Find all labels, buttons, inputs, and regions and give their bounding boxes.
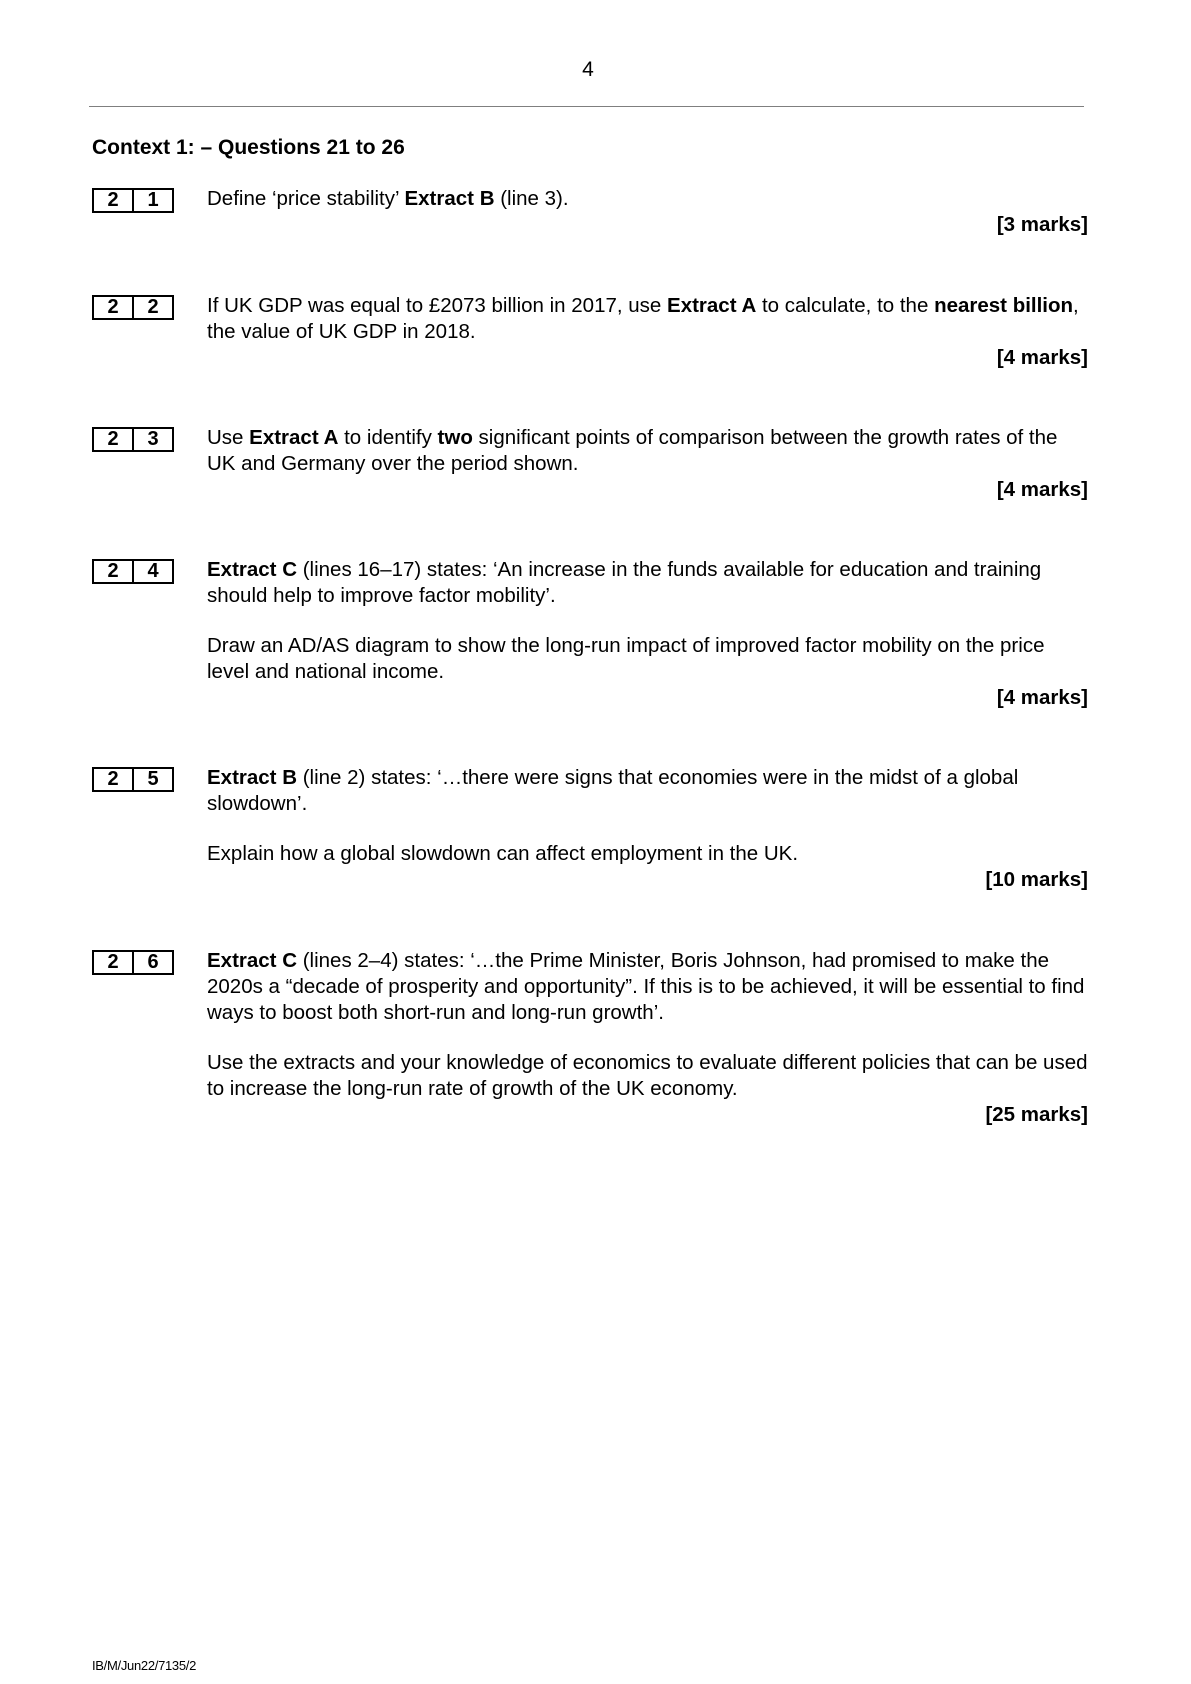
question-paragraph — [207, 293, 1088, 345]
question-paragraph — [207, 841, 1088, 867]
text-run: If UK GDP was equal to £2073 billion in 2017, use — [207, 294, 668, 317]
marks-label: [3 marks] — [996, 213, 1088, 236]
question-body — [207, 765, 1088, 893]
bold-text: two — [437, 426, 473, 449]
question-body — [207, 948, 1088, 1128]
text-run: Use the extracts and your knowledge of economics to evaluate different policies that can be used to increase the long-run rate of growth of the UK economy. — [207, 1051, 1088, 1100]
page-number: 4 — [582, 58, 594, 81]
bold-text: Extract C — [207, 949, 298, 972]
marks-label: [25 marks] — [985, 1103, 1088, 1126]
question-body — [207, 186, 1088, 238]
question-body — [207, 293, 1088, 371]
context-heading: Context 1: – Questions 21 to 26 — [92, 136, 405, 159]
question-paragraph — [207, 948, 1088, 1026]
footer-code: IB/M/Jun22/7135/2 — [92, 1658, 197, 1673]
question-paragraph — [207, 557, 1088, 609]
bold-text: nearest billion — [934, 294, 1074, 317]
question-number-digit: 2 — [107, 189, 119, 211]
question-number-digit: 6 — [132, 952, 172, 973]
question-number-box — [92, 559, 174, 584]
question-number-digit: 2 — [107, 296, 119, 318]
text-run: (lines 2–4) states: ‘…the Prime Minister, Boris Johnson, had promised to make the 2020s a “decade of prosperity and opportunity”. If this is to be achieved, it will be essential to find ways to boost both short-run and long-run growth’. — [207, 949, 1085, 1024]
question-paragraph — [207, 1050, 1088, 1102]
text-run: Define ‘price stability’ — [207, 187, 405, 210]
text-run: (line 3). — [494, 187, 569, 210]
question-text — [207, 948, 1088, 1102]
question-text — [207, 557, 1088, 685]
question-number-digit: 5 — [132, 769, 172, 790]
text-run: Use — [207, 426, 250, 449]
text-run: significant points of comparison between the growth rates of the UK and Germany over the period shown. — [207, 426, 1058, 475]
question-text — [207, 186, 1088, 212]
question-number-digit: 2 — [107, 768, 119, 790]
question-number-box — [92, 295, 174, 320]
question-paragraph — [207, 425, 1088, 477]
question-number-box — [92, 188, 174, 213]
question-number-digit: 2 — [132, 297, 172, 318]
marks-label: [10 marks] — [985, 868, 1088, 891]
text-run: Explain how a global slowdown can affect employment in the UK. — [207, 842, 799, 865]
marks-label: [4 marks] — [996, 346, 1088, 369]
question-body — [207, 425, 1088, 503]
text-run: , the value of UK GDP in 2018. — [207, 294, 1079, 343]
bold-text: Extract A — [667, 294, 757, 317]
question-body — [207, 557, 1088, 711]
marks-label: [4 marks] — [996, 686, 1088, 709]
question-number-box — [92, 427, 174, 452]
question-number-digit: 3 — [132, 429, 172, 450]
question-number-box — [92, 950, 174, 975]
text-run: to identify — [338, 426, 438, 449]
question-number-digit: 2 — [107, 560, 119, 582]
bold-text: Extract A — [249, 426, 339, 449]
question-paragraph — [207, 186, 1088, 212]
question-paragraph — [207, 633, 1088, 685]
question-number-box — [92, 767, 174, 792]
marks-label: [4 marks] — [996, 478, 1088, 501]
question-text — [207, 293, 1088, 345]
text-run: to calculate, to the — [756, 294, 935, 317]
header-rule — [89, 106, 1084, 107]
question-number-digit: 4 — [132, 561, 172, 582]
bold-text: Extract B — [404, 187, 495, 210]
bold-text: Extract B — [207, 766, 298, 789]
question-text — [207, 765, 1088, 867]
text-run: (lines 16–17) states: ‘An increase in the funds available for education and training should help to improve factor mobility’. — [207, 558, 1042, 607]
question-number-digit: 1 — [132, 190, 172, 211]
text-run: Draw an AD/AS diagram to show the long-run impact of improved factor mobility on the price level and national income. — [207, 634, 1045, 683]
question-number-digit: 2 — [107, 951, 119, 973]
question-number-digit: 2 — [107, 428, 119, 450]
bold-text: Extract C — [207, 558, 298, 581]
text-run: (line 2) states: ‘…there were signs that economies were in the midst of a global slowdown’. — [207, 766, 1019, 815]
question-text — [207, 425, 1088, 477]
question-paragraph — [207, 765, 1088, 817]
